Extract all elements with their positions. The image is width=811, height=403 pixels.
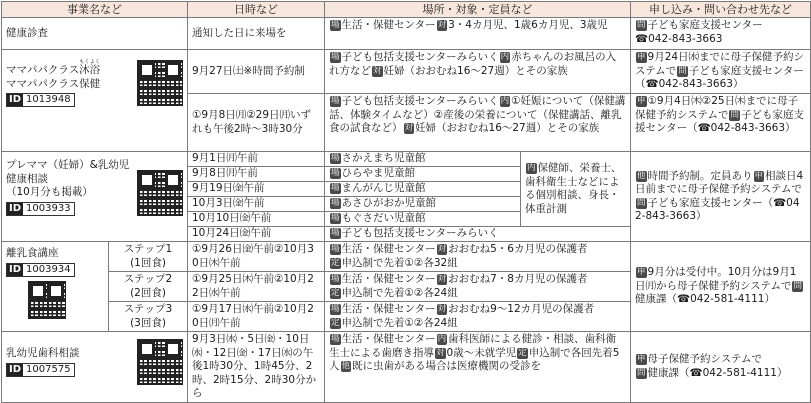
rinyu-step: ステップ2 (2回食) [109, 272, 188, 302]
rinyu-step: ステップ3 (3回食) [109, 302, 188, 332]
rinyu-place: 場 生活・保健センター 対 おおむね9～12カ月児の保護者 定 申込制で先着①②各24組 [325, 302, 631, 332]
qr-code-icon[interactable] [137, 170, 183, 216]
qr-code-icon[interactable] [137, 339, 183, 385]
pre-place: 場 あさひがおか児童館 [325, 197, 521, 212]
target-tag: 対 [437, 20, 447, 30]
pre-date: 9月1日㈪午前 [188, 152, 325, 167]
pre-date: 9月19日㈮午前 [188, 182, 325, 197]
shika-place: 場 生活・保健センター 内 歯科医師による健診・相談、歯科衛生士による歯磨き指導 対 0歳～未就学児 定 申込制で各回先着5人 他 既に虫歯がある場合は医療機関の受診を [325, 332, 631, 403]
pre-date: 9月8日㈪午前 [188, 167, 325, 182]
place-tag: 場 [331, 20, 340, 30]
kenko-date: 通知した日に来場を [188, 18, 325, 50]
shika-contact: 申 母子保健予約システムで 問 健康課（☎042-581-4111） [631, 332, 811, 403]
pre-date: 10月10日㈮午前 [188, 212, 325, 227]
shika-name-cell [2, 332, 188, 403]
shika-date: 9月3日㈬・5日㈮・10日㈬・12日㈮・17日㈬の午後1時30分、1時45分、2時、2時15分、2時30分から [188, 332, 325, 403]
mama-row-1 [2, 50, 811, 94]
kenko-contact: 問 子ども家庭支援センター ☎042-843-3663 [631, 18, 811, 50]
mama-date-2: ①9月8日㈪②29日㈪いずれも午後2時～3時30分 [188, 94, 325, 152]
qr-code-icon[interactable] [28, 281, 66, 319]
rinyu-date: ①9月25日㈭午前②10月22日㈬午前 [188, 272, 325, 302]
pre-date: 10月3日㈮午前 [188, 197, 325, 212]
mama-contact-2: 申 ①9月4日㈭②25日㈭までに母子保健予約システムで 問 子ども家庭支援センター（☎042-843-3663） [631, 94, 811, 152]
kenko-row [2, 18, 811, 50]
pre-name-2: 健康相談 [6, 172, 48, 185]
pre-place: 場 子ども包括支援センターみらいく [325, 227, 631, 242]
pre-date: 10月24日㈮午前 [188, 227, 325, 242]
rinyu-date: ①9月26日㈮午前②10月30日㈭午前 [188, 242, 325, 272]
schedule-table [1, 1, 811, 403]
rinyu-name: 離乳食講座 [6, 247, 59, 259]
rinyu-name-cell [2, 242, 109, 332]
header-event: 事業名など [2, 2, 188, 18]
header-contact: 申し込み・問い合わせ先など [631, 2, 811, 18]
mama-name-2: ママパパクラス保健 [6, 77, 101, 90]
mama-id-badge: ID 1013948 [6, 93, 75, 107]
pre-place: 場 まんがんじ児童館 [325, 182, 521, 197]
rinyu-contact: 申 9月分は受付中。10月分は9月1日㈪から母子保健予約システムで 問健康課（☎042-581-4111） [631, 242, 811, 332]
shika-name: 乳幼児歯科相談 [6, 347, 80, 360]
pre-name-3: （10月分も掲載） [6, 186, 93, 198]
header-datetime: 日時など [188, 2, 325, 18]
pre-name-cell [2, 152, 188, 242]
pre-place: 場 さかえまち児童館 [325, 152, 521, 167]
pre-row-1 [2, 152, 811, 167]
rinyu-place: 場 生活・保健センター 対 おおむね7・8カ月児の保護者 定 申込制で先着①②各24組 [325, 272, 631, 302]
mama-name-cell: ママパパクラス沐浴もくよく ママパパクラス保健 ID 1013948 [2, 50, 188, 152]
mama-name-1: ママパパクラス [6, 64, 80, 76]
pre-place: 場 もぐさだい児童館 [325, 212, 521, 227]
qr-code-icon[interactable] [137, 60, 183, 106]
shika-row [2, 332, 811, 403]
pre-place: 場 ひらやま児童館 [325, 167, 521, 182]
mama-contact-1: 申 9月24日㈬までに母子保健予約システムで 問 子ども家庭支援センター（☎042-843-3663） [631, 50, 811, 94]
mama-date-1: 9月27日㈯※時間予約制 [188, 50, 325, 94]
pre-id-badge: ID 1003933 [6, 202, 75, 216]
rinyu-date: ①9月17日㈬午前②10月20日㈪午前 [188, 302, 325, 332]
pre-contact: 他 時間予約制。定員あり 申 相談日4日前までに母子保健予約システムで問 子ども家庭支援センター（☎042-843-3663） [631, 152, 811, 242]
mama-place-2: 場 子ども包括支援センターみらいく 内 ①妊娠について（保健講話、体験タイムなど）②産後の栄養について（保健講話、離乳食の試食など） 対 妊婦（おおむね16～27週）とその家族 [325, 94, 631, 152]
pre-name-1: プレママ（妊婦）&乳幼児 [6, 159, 130, 171]
shika-id-badge: ID 1007575 [6, 363, 75, 377]
rinyu-place: 場 生活・保健センター 対 おおむね5・6カ月児の保護者 定 申込制で先着①②各32組 [325, 242, 631, 272]
pre-contents: 内 保健師、栄養士、歯科衛生士などによる個別相談、身長・体重計測 [521, 152, 631, 227]
rinyu-row-1 [2, 242, 811, 272]
rinyu-id-badge: ID 1003934 [6, 263, 75, 277]
rinyu-step: ステップ1 (1回食) [109, 242, 188, 272]
kenko-place: 場 生活・保健センター 対 3・4カ月児、1歳6カ月児、3歳児 [325, 18, 631, 50]
header-place: 場所・対象・定員など [325, 2, 631, 18]
header-row [2, 2, 811, 18]
kenko-name: 健康診査 [2, 18, 188, 50]
call-tag: 問 [637, 20, 646, 30]
mama-place-1: 場 子ども包括支援センターみらいく 内 赤ちゃんのお風呂の入れ方など 対 妊婦（おおむね16～27週）とその家族 [325, 50, 631, 94]
